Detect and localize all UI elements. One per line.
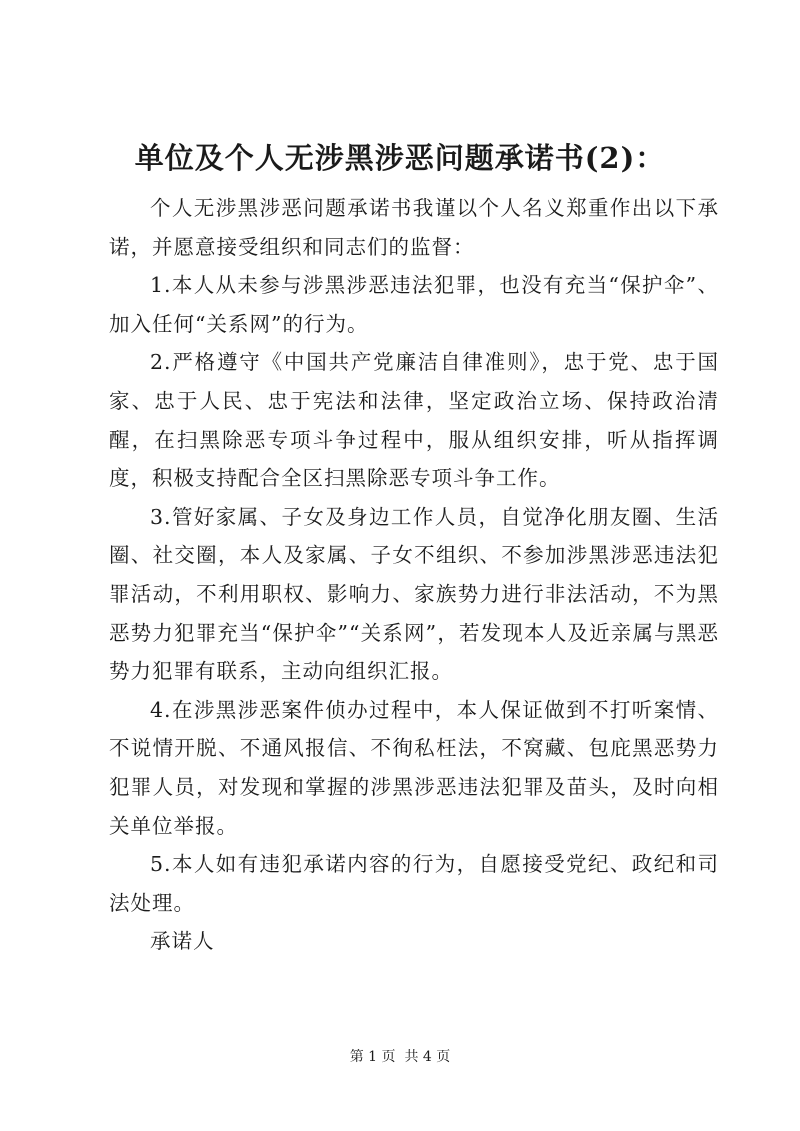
document-body [109, 189, 719, 961]
paragraph-item-3: 3.管好家属、子女及身边工作人员，自觉净化朋友圈、生活圈、社交圈，本人及家属、子女不组织、不参加涉黑涉恶违法犯罪活动，不利用职权、影响力、家族势力进行非法活动，不为黑恶势力犯罪充当“保护伞”“关系网”，若发现本人及近亲属与黑恶势力犯罪有联系，主动向组织汇报。 [109, 504, 719, 684]
paragraph-item-1: 1.本人从未参与涉黑涉恶违法犯罪，也没有充当“保护伞”、加入任何“关系网”的行为。 [109, 273, 719, 336]
paragraph-item-2: 2.严格遵守《中国共产党廉洁自律准则》，忠于党、忠于国家、忠于人民、忠于宪法和法律，坚定政治立场、保持政治清醒，在扫黑除恶专项斗争过程中，服从组织安排，听从指挥调度，积极支持配合全区扫黑除恶专项斗争工作。 [109, 350, 719, 491]
paragraph-item-4: 4.在涉黑涉恶案件侦办过程中，本人保证做到不打听案情、不说情开脱、不通风报信、不徇私枉法，不窝藏、包庇黑恶势力犯罪人员，对发现和掌握的涉黑涉恶违法犯罪及苗头，及时向相关单位举报。 [109, 697, 719, 838]
document-title: 单位及个人无涉黑涉恶问题承诺书(2)： [134, 141, 666, 175]
paragraph-item-5: 5.本人如有违犯承诺内容的行为，自愿接受党纪、政纪和司法处理。 [109, 852, 719, 915]
signer-label: 承诺人 [150, 929, 215, 954]
page-number-footer: 第 1 页 共 4 页 [349, 1049, 451, 1065]
paragraph-intro: 个人无涉黑涉恶问题承诺书我谨以个人名义郑重作出以下承诺，并愿意接受组织和同志们的监督： [109, 196, 719, 259]
